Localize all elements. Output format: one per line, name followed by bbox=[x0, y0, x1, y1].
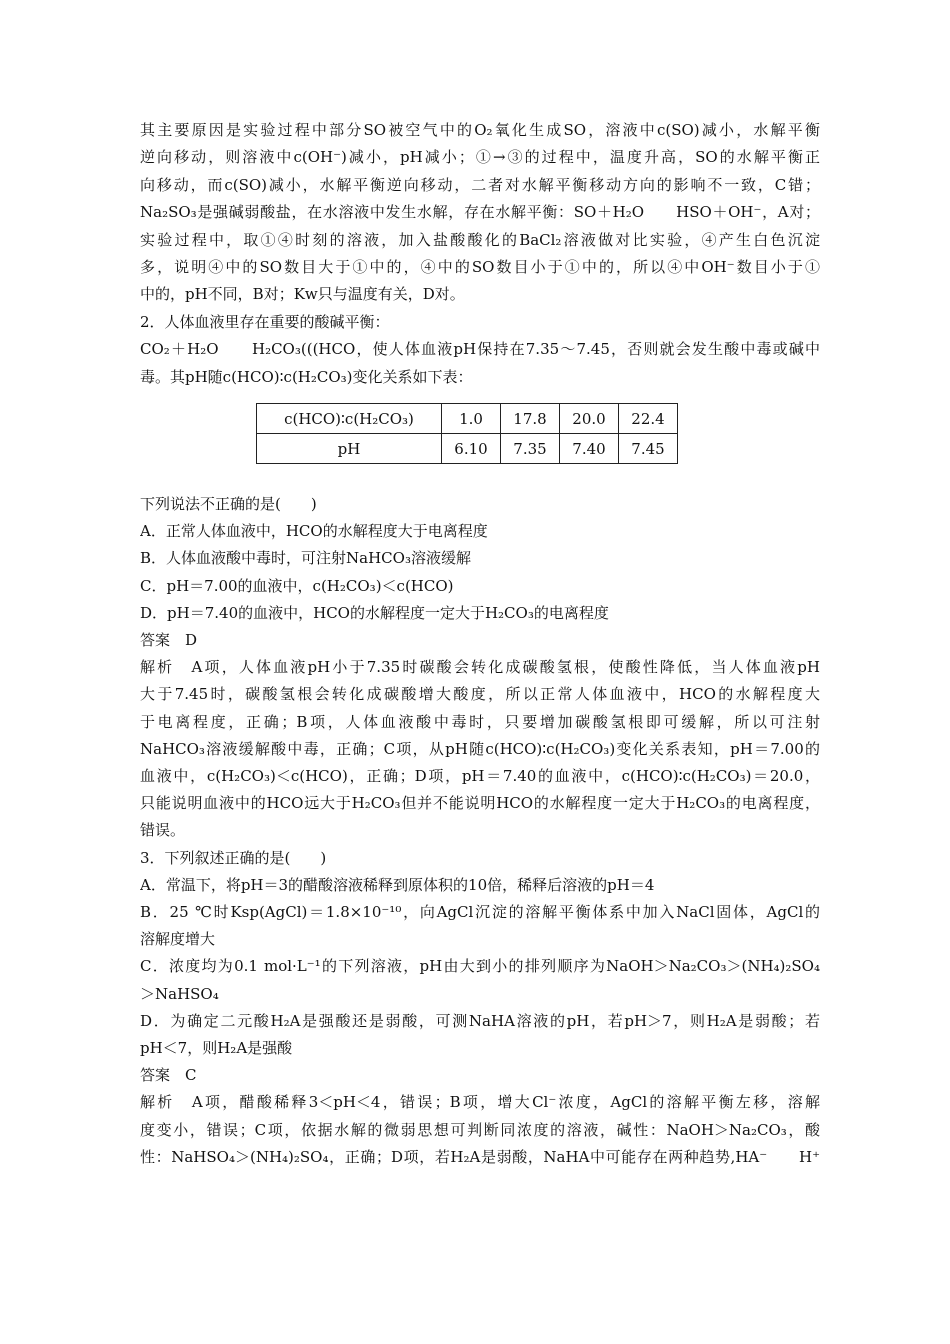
ph-ratio-table bbox=[256, 403, 678, 464]
table-cell: 22.4 bbox=[619, 404, 678, 434]
text-line: 毒。其pH随c(HCO)∶c(H₂CO₃)变化关系如下表： bbox=[140, 367, 473, 386]
text-line: ＞NaHSO₄ bbox=[140, 984, 219, 1003]
text-line: 答案 D bbox=[140, 631, 198, 649]
text-line: 3．下列叙述正确的是( ) bbox=[140, 848, 327, 867]
text-line: 向移动，而c(SO)减小，水解平衡逆向移动，二者对水解平衡移动方向的影响不一致，C错； bbox=[140, 175, 820, 194]
table-cell: 17.8 bbox=[501, 404, 560, 434]
text-line: 度变小，错误；C项，依据水解的微弱思想可判断同浓度的溶液，碱性：NaOH＞Na₂CO₃，酸 bbox=[140, 1120, 820, 1139]
text-line: NaHCO₃溶液缓解酸中毒，正确；C项，从pH随c(HCO)∶c(H₂CO₃)变化关系表知，pH＝7.00的 bbox=[140, 739, 820, 758]
text-line: CO₂＋H₂O H₂CO₃(((HCO，使人体血液pH保持在7.35～7.45，否则就会发生酸中毒或碱中 bbox=[140, 340, 820, 359]
text-line: B．人体血液酸中毒时，可注射NaHCO₃溶液缓解 bbox=[140, 549, 471, 568]
ph-ratio-table-wrapper bbox=[256, 403, 678, 464]
text-line: 其主要原因是实验过程中部分SO被空气中的O₂氧化生成SO，溶液中c(SO)减小，水解平衡 bbox=[140, 121, 820, 139]
text-line: 错误。 bbox=[140, 821, 186, 840]
text-line: C．pH＝7.00的血液中，c(H₂CO₃)＜c(HCO) bbox=[140, 576, 454, 595]
text-line: 2．人体血液里存在重要的酸碱平衡： bbox=[140, 312, 390, 331]
text-line: 答案 C bbox=[140, 1066, 197, 1085]
row-label-cell: pH bbox=[257, 434, 442, 464]
text-line: 逆向移动，则溶液中c(OH⁻)减小，pH减小；①→③的过程中，温度升高，SO的水解平衡正 bbox=[140, 148, 820, 167]
text-line: 实验过程中，取①④时刻的溶液，加入盐酸酸化的BaCl₂溶液做对比实验，④产生白色沉淀 bbox=[140, 230, 820, 249]
text-line: A．正常人体血液中，HCO的水解程度大于电离程度 bbox=[140, 522, 488, 541]
text-line: Na₂SO₃是强碱弱酸盐，在水溶液中发生水解，存在水解平衡：SO＋H₂O HSO＋OH⁻，A对； bbox=[140, 203, 820, 222]
text-line: C．浓度均为0.1 mol·L⁻¹的下列溶液，pH由大到小的排列顺序为NaOH＞Na₂CO₃＞(NH₄)₂SO₄ bbox=[140, 957, 820, 976]
table-cell: 6.10 bbox=[442, 434, 501, 464]
table-cell: 7.45 bbox=[619, 434, 678, 464]
table-cell: 7.40 bbox=[560, 434, 619, 464]
row-label-cell: c(HCO)∶c(H₂CO₃) bbox=[257, 404, 442, 434]
text-line: 下列说法不正确的是( ) bbox=[140, 495, 317, 513]
text-line: 溶解度增大 bbox=[140, 930, 216, 949]
table-row bbox=[257, 404, 678, 434]
table-cell: 1.0 bbox=[442, 404, 501, 434]
text-line: pH＜7，则H₂A是强酸 bbox=[140, 1039, 293, 1057]
table-cell: 20.0 bbox=[560, 404, 619, 434]
text-line: 多，说明④中的SO数目大于①中的，④中的SO数目小于①中的，所以④中OH⁻数目小于① bbox=[140, 258, 820, 276]
table-row bbox=[257, 434, 678, 464]
text-line: 中的，pH不同，B对；Kw只与温度有关，D对。 bbox=[140, 285, 465, 304]
text-line: 血液中，c(H₂CO₃)＜c(HCO)，正确；D项，pH＝7.40的血液中，c(HCO)∶c(H₂CO₃)＝20.0， bbox=[140, 767, 820, 785]
text-line: A．常温下，将pH＝3的醋酸溶液稀释到原体积的10倍，稀释后溶液的pH＝4 bbox=[140, 875, 655, 894]
text-line: 性：NaHSO₄＞(NH₄)₂SO₄，正确；D项，若H₂A是弱酸，NaHA中可能存在两种趋势,HA⁻ H⁺ bbox=[140, 1147, 820, 1166]
text-line: 于电离程度，正确；B项，人体血液酸中毒时，只要增加碳酸氢根即可缓解，所以可注射 bbox=[140, 712, 820, 731]
text-line: 解析 A项，醋酸稀释3＜pH＜4，错误；B项，增大Cl⁻浓度，AgCl的溶解平衡左移，溶解 bbox=[140, 1093, 820, 1112]
text-line: B．25 ℃时Ksp(AgCl)＝1.8×10⁻¹⁰，向AgCl沉淀的溶解平衡体系中加入NaCl固体，AgCl的 bbox=[140, 903, 820, 921]
text-line: D．pH＝7.40的血液中，HCO的水解程度一定大于H₂CO₃的电离程度 bbox=[140, 603, 609, 622]
text-line: 解析 A项，人体血液pH小于7.35时碳酸会转化成碳酸氢根，使酸性降低，当人体血液pH bbox=[140, 658, 820, 677]
text-line: 只能说明血液中的HCO远大于H₂CO₃但并不能说明HCO的水解程度一定大于H₂CO₃的电离程度， bbox=[140, 794, 820, 813]
text-line: D．为确定二元酸H₂A是强酸还是弱酸，可测NaHA溶液的pH，若pH＞7，则H₂A是弱酸；若 bbox=[140, 1011, 820, 1030]
text-line: 大于7.45时，碳酸氢根会转化成碳酸增大酸度，所以正常人体血液中，HCO的水解程度大 bbox=[140, 685, 820, 704]
table-cell: 7.35 bbox=[501, 434, 560, 464]
